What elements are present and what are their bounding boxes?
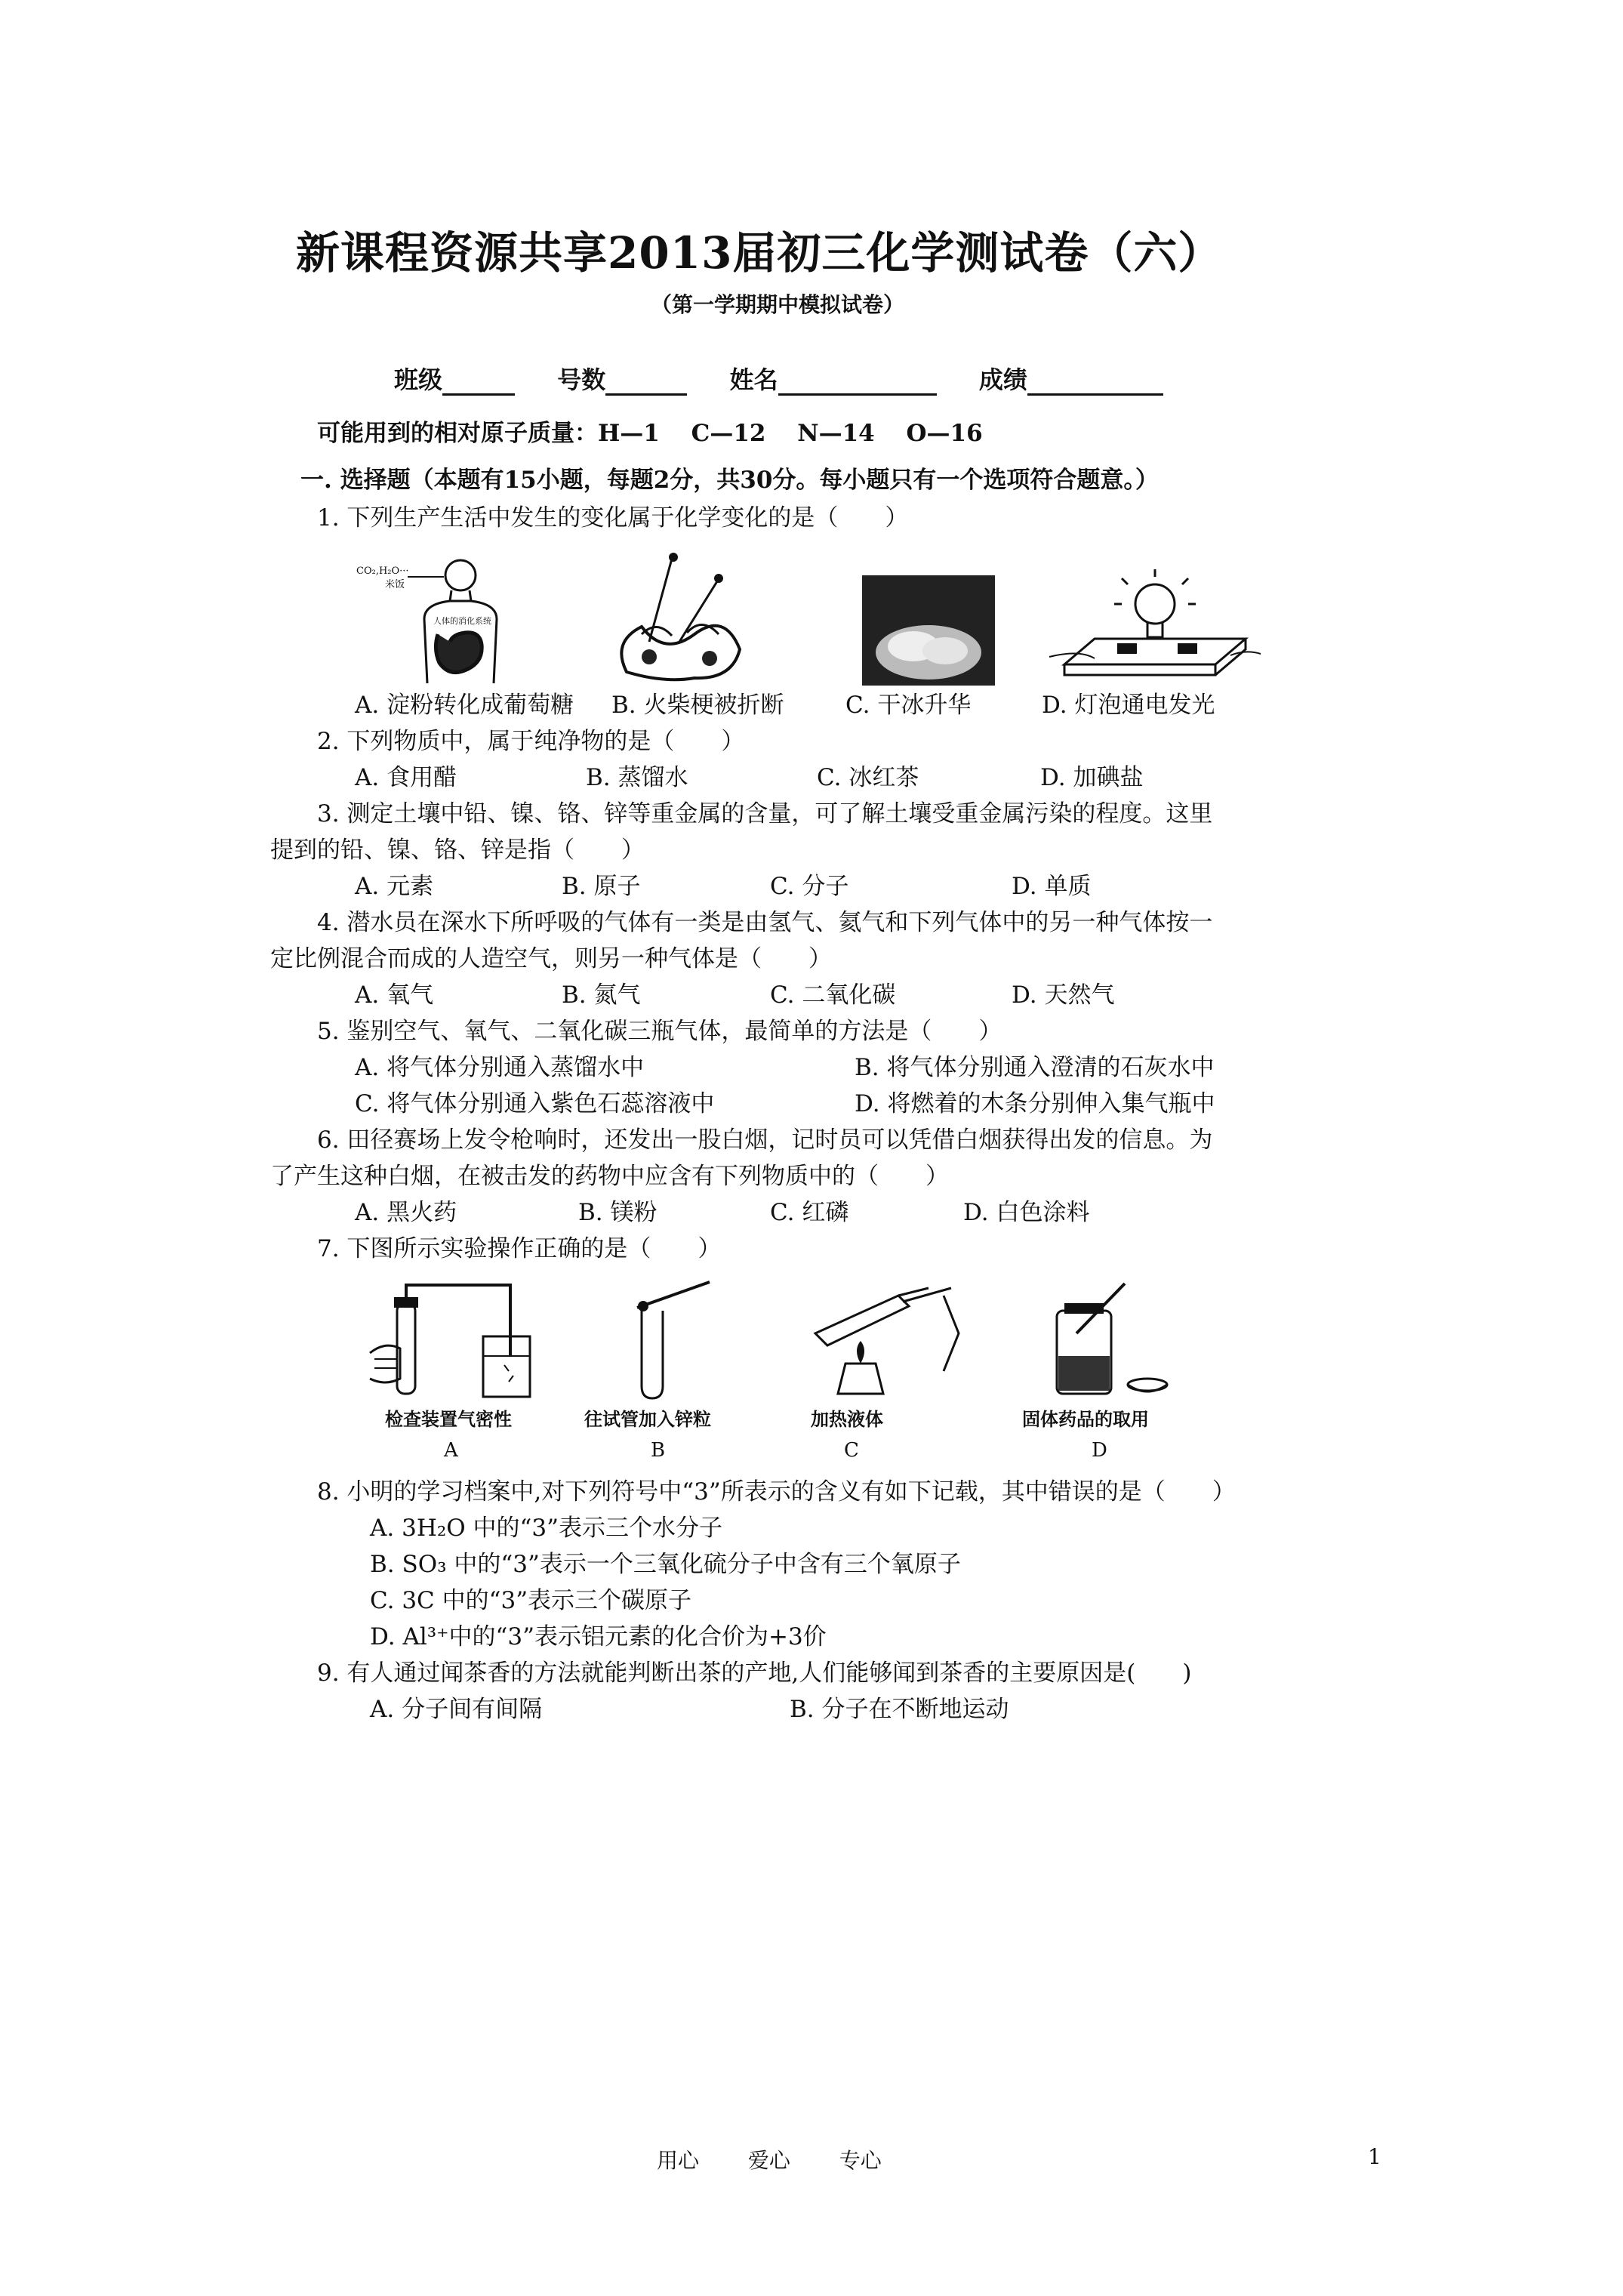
q6-option-d[interactable]: D. 白色涂料 xyxy=(963,1199,1090,1226)
q4-option-c[interactable]: C. 二氧化碳 xyxy=(770,982,896,1009)
q9-option-b[interactable]: B. 分子在不断地运动 xyxy=(790,1696,1009,1723)
q1-option-c[interactable]: C. 干冰升华 xyxy=(845,692,972,719)
q5-option-a[interactable]: A. 将气体分别通入蒸馏水中 xyxy=(355,1054,645,1081)
question-6-stem-line2: 了产生这种白烟，在被击发的药物中应含有下列物质中的（ ） xyxy=(270,1163,949,1190)
airtightness-check-figure xyxy=(370,1281,536,1401)
page-number: 1 xyxy=(1368,2144,1381,2169)
q9-option-a[interactable]: A. 分子间有间隔 xyxy=(370,1696,543,1723)
question-5-stem: 5. 鉴别空气、氧气、二氧化碳三瓶气体，最简单的方法是（ ） xyxy=(317,1018,1002,1045)
q7-option-c[interactable]: C xyxy=(844,1439,859,1462)
q2-option-b[interactable]: B. 蒸馏水 xyxy=(586,764,688,791)
score-label: 成绩 xyxy=(978,365,1027,394)
class-label: 班级 xyxy=(394,365,443,394)
name-label: 姓名 xyxy=(729,365,778,394)
q8-option-a[interactable]: A. 3H₂O 中的“3”表示三个水分子 xyxy=(370,1515,722,1542)
question-3-stem-line2: 提到的铅、镍、铬、锌是指（ ） xyxy=(270,837,645,864)
question-1-stem: 1. 下列生产生活中发生的变化属于化学变化的是（ ） xyxy=(317,504,909,532)
question-4-stem-line2: 定比例混合而成的人造空气，则另一种气体是（ ） xyxy=(270,945,832,972)
q6-option-a[interactable]: A. 黑火药 xyxy=(355,1199,457,1226)
question-4-stem-line1: 4. 潜水员在深水下所呼吸的气体有一类是由氢气、氦气和下列气体中的另一种气体按一 xyxy=(317,909,1213,936)
number-blank[interactable] xyxy=(605,371,687,396)
q7-option-d[interactable]: D xyxy=(1092,1439,1107,1462)
question-6-stem-line1: 6. 田径赛场上发令枪响时，还发出一股白烟，记时员可以凭借白烟获得出发的信息。为 xyxy=(317,1126,1213,1154)
figure-label-digestive: 人体的消化系统 xyxy=(433,616,491,626)
page-subtitle: （第一学期期中模拟试卷） xyxy=(651,292,905,317)
q3-option-d[interactable]: D. 单质 xyxy=(1012,873,1092,900)
q4-option-a[interactable]: A. 氧气 xyxy=(355,982,434,1009)
q7-option-a[interactable]: A xyxy=(444,1439,458,1462)
q4-option-b[interactable]: B. 氮气 xyxy=(562,982,641,1009)
q7-caption-d: 固体药品的取用 xyxy=(1022,1408,1149,1430)
atomic-mass-note: 可能用到的相对原子质量：H—1 C—12 N—14 O—16 xyxy=(317,420,983,447)
q2-option-c[interactable]: C. 冰红茶 xyxy=(817,764,919,791)
q8-option-b[interactable]: B. SO₃ 中的“3”表示一个三氧化硫分子中含有三个氧原子 xyxy=(370,1551,961,1578)
q3-option-a[interactable]: A. 元素 xyxy=(355,873,434,900)
q2-option-a[interactable]: A. 食用醋 xyxy=(355,764,457,791)
q4-option-d[interactable]: D. 天然气 xyxy=(1012,982,1115,1009)
solid-reagent-figure xyxy=(1049,1281,1178,1401)
q3-option-b[interactable]: B. 原子 xyxy=(562,873,641,900)
student-info-line xyxy=(394,361,1163,396)
q2-option-d[interactable]: D. 加碘盐 xyxy=(1040,764,1144,791)
section-heading: 一. 选择题（本题有15小题，每题2分，共30分。每小题只有一个选项符合题意。） xyxy=(300,467,1159,494)
q7-option-b[interactable]: B xyxy=(651,1439,666,1462)
score-blank[interactable] xyxy=(1027,371,1163,396)
zinc-into-test-tube-figure xyxy=(627,1281,717,1401)
name-blank[interactable] xyxy=(778,371,937,396)
class-blank[interactable] xyxy=(442,371,515,396)
number-label: 号数 xyxy=(557,365,606,394)
q8-option-c[interactable]: C. 3C 中的“3”表示三个碳原子 xyxy=(370,1587,692,1614)
q6-option-b[interactable]: B. 镁粉 xyxy=(578,1199,658,1226)
figure-label-rice: 米饭 xyxy=(385,579,405,590)
dry-ice-figure xyxy=(861,574,996,687)
q7-caption-c: 加热液体 xyxy=(811,1408,883,1430)
q3-option-c[interactable]: C. 分子 xyxy=(770,873,849,900)
q1-option-b[interactable]: B. 火柴梗被折断 xyxy=(611,692,784,719)
q5-option-b[interactable]: B. 将气体分别通入澄清的石灰水中 xyxy=(855,1054,1215,1081)
q7-caption-b: 往试管加入锌粒 xyxy=(584,1408,711,1430)
broken-matches-figure xyxy=(604,551,755,687)
figure-label-co2: CO₂,H₂O··· xyxy=(356,566,409,577)
question-8-stem: 8. 小明的学习档案中,对下列符号中“3”所表示的含义有如下记载，其中错误的是（ ） xyxy=(317,1478,1236,1505)
question-2-stem: 2. 下列物质中，属于纯净物的是（ ） xyxy=(317,728,745,755)
q8-option-d[interactable]: D. Al³⁺中的“3”表示铝元素的化合价为+3价 xyxy=(370,1623,827,1650)
q5-option-c[interactable]: C. 将气体分别通入紫色石蕊溶液中 xyxy=(355,1090,715,1117)
heating-liquid-figure xyxy=(808,1281,974,1401)
q5-option-d[interactable]: D. 将燃着的木条分别伸入集气瓶中 xyxy=(855,1090,1215,1117)
question-3-stem-line1: 3. 测定土壤中铅、镍、铬、锌等重金属的含量，可了解土壤受重金属污染的程度。这里 xyxy=(317,800,1213,827)
q1-option-d[interactable]: D. 灯泡通电发光 xyxy=(1042,692,1215,719)
footer-motto: 用心 爱心 专心 xyxy=(657,2148,882,2173)
page-title: 新课程资源共享2013届初三化学测试卷（六） xyxy=(296,227,1223,279)
q7-caption-a: 检查装置气密性 xyxy=(385,1408,512,1430)
q6-option-c[interactable]: C. 红磷 xyxy=(770,1199,849,1226)
question-7-stem: 7. 下图所示实验操作正确的是（ ） xyxy=(317,1235,722,1262)
digestive-system-figure xyxy=(355,551,528,687)
question-9-stem: 9. 有人通过闻茶香的方法就能判断出茶的产地,人们能够闻到茶香的主要原因是( ) xyxy=(317,1660,1192,1687)
light-bulb-figure xyxy=(1049,574,1261,687)
q1-option-a[interactable]: A. 淀粉转化成葡萄糖 xyxy=(355,692,574,719)
